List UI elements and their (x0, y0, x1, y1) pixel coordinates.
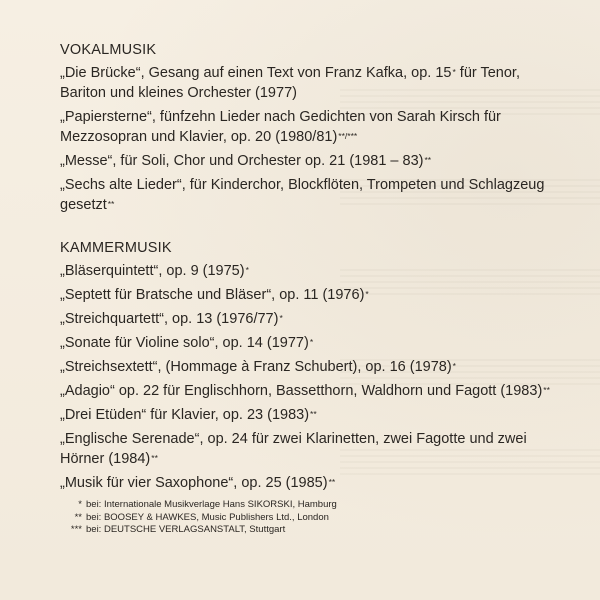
footnote-symbol: *** (70, 524, 82, 535)
footnote-mark: * (279, 313, 283, 323)
list-item (60, 309, 560, 329)
entry-text: „Die Brücke“, Gesang auf einen Text von Franz Kafka, op. 15 (60, 65, 452, 81)
footnote-mark: ** (310, 409, 317, 419)
works-list (60, 40, 560, 537)
entry-text: „Bläserquintett“, op. 9 (1975) (60, 263, 245, 279)
list-item (60, 107, 560, 147)
footnote-mark: * (452, 361, 456, 371)
list-item (60, 285, 560, 305)
footnote-mark: * (309, 337, 314, 347)
section-spacer (60, 219, 560, 238)
entry-text: „Musik für vier Saxophone“, op. 25 (1985) (60, 475, 328, 491)
list-item (60, 175, 560, 215)
footnotes (60, 499, 560, 537)
entry-text: „Septett für Bratsche und Bläser“, op. 11 (1976) (60, 287, 365, 303)
footnote-mark: ** (151, 453, 158, 463)
footnote-row (60, 524, 560, 537)
list-item (60, 261, 560, 281)
entry-text: „Englische Serenade“, op. 24 für zwei Klarinetten, zwei Fagotte und zwei Hörner (1984) (60, 431, 527, 467)
list-item (60, 405, 560, 425)
footnote-mark: ** (543, 385, 550, 395)
section-kammermusik (60, 238, 560, 493)
footnote-mark: ** (107, 199, 115, 209)
entry-text: „Streichsextett“, (Hommage à Franz Schubert), op. 16 (1978) (60, 359, 452, 375)
list-item (60, 473, 560, 493)
footnote-symbol: ** (74, 511, 82, 523)
footnote-mark: ** (424, 155, 432, 165)
footnote-row (60, 512, 560, 525)
entry-text: „Messe“, für Soli, Chor und Orchester op. 21 (1981 – 83) (60, 153, 424, 169)
footnote-mark: ** (328, 477, 336, 487)
list-item (60, 429, 560, 469)
list-item (60, 357, 560, 377)
footnote-mark: * (365, 289, 369, 299)
entry-text: „Streichquartett“, op. 13 (1976/77) (60, 311, 279, 327)
list-item (60, 63, 560, 103)
section-heading: KAMMERMUSIK (60, 240, 172, 256)
section-vokalmusik (60, 40, 560, 215)
footnote-mark: * (245, 265, 249, 275)
list-item (60, 333, 560, 353)
entry-text: „Drei Etüden“ für Klavier, op. 23 (1983) (60, 407, 310, 423)
footnote-mark: * (452, 67, 456, 77)
section-heading: VOKALMUSIK (60, 42, 157, 58)
list-item (60, 381, 560, 401)
entry-text: „Sechs alte Lieder“, für Kinderchor, Blockflöten, Trompeten und Schlagzeug gesetzt (60, 177, 545, 213)
entry-text: „Papiersterne“, fünfzehn Lieder nach Gedichten von Sarah Kirsch für Mezzosopran und Klavier, op. 20 (1980/81) (60, 109, 501, 145)
list-item (60, 151, 560, 171)
footnote-row (60, 499, 560, 512)
footnote-text: bei: DEUTSCHE VERLAGSANSTALT, Stuttgart (86, 524, 286, 535)
entry-text-after: für Tenor, Bariton und kleines Orchester (1977) (60, 65, 520, 101)
entry-text: „Sonate für Violine solo“, op. 14 (1977) (60, 335, 309, 351)
footnote-symbol: * (78, 499, 82, 510)
entry-text: „Adagio“ op. 22 für Englischhorn, Bassetthorn, Waldhorn und Fagott (1983) (60, 383, 543, 399)
footnote-mark: **/*** (338, 131, 358, 141)
footnote-text: bei: BOOSEY & HAWKES, Music Publishers Ltd., London (86, 511, 329, 523)
footnote-text: bei: Internationale Musikverlage Hans SIKORSKI, Hamburg (86, 499, 337, 510)
